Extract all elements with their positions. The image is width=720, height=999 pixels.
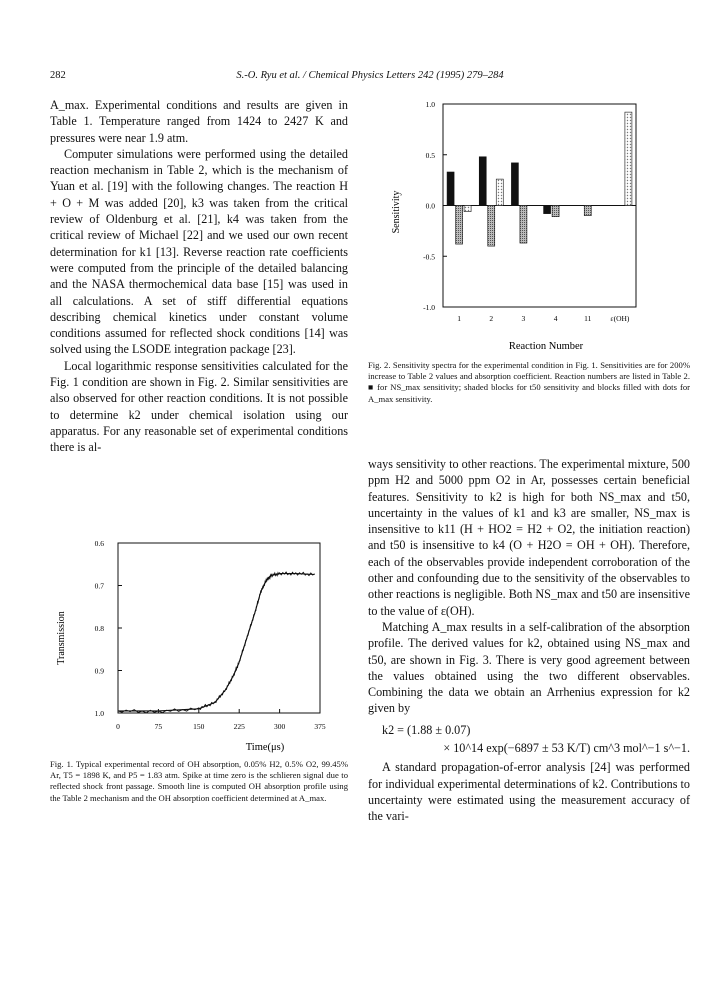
x-tick-label: 375 bbox=[314, 722, 326, 731]
bar-ns-max bbox=[447, 172, 454, 205]
bar-t50 bbox=[488, 206, 495, 247]
figure-2-sensitivity-chart bbox=[368, 92, 690, 354]
bar-ns-max bbox=[544, 206, 551, 214]
x-tick-label: 3 bbox=[521, 314, 526, 323]
left-column bbox=[50, 97, 348, 456]
figure-1-transmission-plot bbox=[50, 528, 350, 756]
bar-t50 bbox=[552, 206, 559, 217]
left-paragraph: Computer simulations were performed using the detailed reaction mechanism in Table 2, which is the mechanism of Yuan et al. [19] with the following changes. The reaction H + O + M was added [20], k3 was taken from the critical review of Oldenburg et al. [21], k4 was taken from the critical review of Michael [22] and we used our own recent determination for k1 [13]. Reverse reaction rate coefficients were computed from the principle of the detailed balancing and the NASA thermochemical data base [15] was used in all calculations. A set of stiff differential equations describing chemical kinetics under constant volume conditions assumed for reflected shock conditions [14] was solved using the LSODE integration package [23]. bbox=[50, 146, 348, 357]
y-tick-label: 0.5 bbox=[425, 150, 435, 160]
left-paragraph: Local logarithmic response sensitivities calculated for the Fig. 1 condition are shown in Fig. 2. Similar sensitivities are also observed for other reaction conditions. It is not possible to determine k2 under chemical isolation using our apparatus. For any reasonable set of experimental conditions there is al- bbox=[50, 358, 348, 455]
right-paragraph: Matching A_max results in a self-calibration of the absorption profile. The derived values for k2, obtained using NS_max and t50, are shown in Fig. 3. There is very good agreement between the values obtained using the two different observables. Combining the data we obtain an Arrhenius expression for k2 given by bbox=[368, 619, 690, 716]
right-column bbox=[368, 456, 690, 825]
x-tick-label: 300 bbox=[273, 722, 286, 731]
x-tick-label: 150 bbox=[193, 722, 205, 731]
bar-a-max bbox=[496, 179, 503, 205]
x-tick-label: 225 bbox=[233, 722, 245, 731]
bar-a-max bbox=[625, 112, 632, 205]
bar-t50 bbox=[520, 206, 527, 244]
y-tick-label: 0.0 bbox=[425, 201, 435, 211]
y-tick-label: 0.7 bbox=[94, 581, 104, 591]
bar-t50 bbox=[456, 206, 463, 245]
y-tick-label: 0.9 bbox=[94, 666, 104, 676]
y-tick-label: 1.0 bbox=[425, 100, 435, 109]
y-axis-label: Transmission bbox=[56, 611, 67, 665]
y-tick-label: 1.0 bbox=[94, 709, 104, 718]
right-paragraph: A standard propagation-of-error analysis [24] was performed for individual experimental determinations of k2. Contributions to uncertainty were estimated using the measurement accuracy of the vari- bbox=[368, 760, 690, 824]
x-tick-label: 1 bbox=[457, 314, 461, 323]
equation-line-2: × 10^14 exp(−6897 ± 53 K/T) cm^3 mol^−1 s^−1. bbox=[443, 741, 690, 756]
bar-ns-max bbox=[511, 163, 518, 206]
computed-profile-line bbox=[118, 574, 315, 711]
x-tick-label: 75 bbox=[154, 722, 163, 731]
figure-1-caption: Fig. 1. Typical experimental record of OH absorption, 0.05% H2, 0.5% O2, 99.45% Ar, T5 = 1898 K, and P5 = 1.83 atm. Spike at time zero is the schlieren signal due to reflected shock front passage. Smooth line is computed OH absorption profile using the Table 2 mechanism and the OH absorption coefficient determined at A_max. bbox=[50, 759, 348, 803]
figure-2-caption: Fig. 2. Sensitivity spectra for the experimental condition in Fig. 1. Sensitivities are for 200% increase to Table 2 values and absorption coefficient. Reaction numbers are listed in Table 2. ■ for NS_max sensitivity; shaded blocks for t50 sensitivity and blocks filled with dots for A_max sensitivity. bbox=[368, 360, 690, 404]
bar-t50 bbox=[584, 206, 591, 216]
y-tick-label: -0.5 bbox=[423, 252, 435, 262]
x-tick-label: 0 bbox=[116, 722, 120, 731]
x-axis-label: Time(μs) bbox=[245, 742, 285, 753]
x-axis-label: Reaction Number bbox=[508, 341, 584, 352]
y-tick-label: 0.6 bbox=[94, 539, 104, 548]
running-head: S.-O. Ryu et al. / Chemical Physics Letters 242 (1995) 279–284 bbox=[236, 70, 504, 81]
equation-line-1: k2 = (1.88 ± 0.07) bbox=[382, 722, 471, 737]
x-tick-label: 11 bbox=[584, 314, 592, 323]
x-tick-label: ε(OH) bbox=[610, 314, 630, 323]
bar-ns-max bbox=[479, 157, 486, 206]
x-tick-label: 2 bbox=[489, 314, 494, 323]
y-axis-label: Sensitivity bbox=[391, 190, 402, 234]
left-paragraph: A_max. Experimental conditions and results are given in Table 1. Temperature ranged from 1424 to 2427 K and pressures were near 1.9 atm. bbox=[50, 98, 348, 145]
bar-a-max bbox=[464, 206, 471, 212]
y-tick-label: -1.0 bbox=[423, 303, 435, 312]
x-tick-label: 4 bbox=[553, 314, 558, 323]
page-number: 282 bbox=[50, 70, 66, 81]
right-paragraph: ways sensitivity to other reactions. The experimental mixture, 500 ppm H2 and 5000 ppm O2 in Ar, possesses certain beneficial features. Sensitivity to k2 is high for both NS_max and t50, uncertainty in the values of k1 and k3 are smaller, NS_max is insensitive to k11 (H + HO2 = H2 + O2, the initiation reaction) and t50 is insensitive to k4 (O + H2O = OH + OH). Therefore, each of the observables provide independent corroboration of the other and confounding due to the sensitivity of the observables to other reactions is negligible. Both NS_max and t50 are insensitive to the value of ε(OH). bbox=[368, 457, 690, 618]
experimental-record-line bbox=[118, 572, 315, 713]
plot-frame bbox=[118, 543, 320, 713]
y-tick-label: 0.8 bbox=[94, 624, 104, 633]
